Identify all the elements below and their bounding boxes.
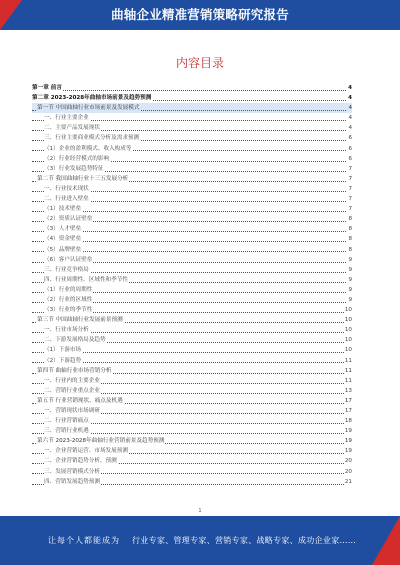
toc-entry-page: 10: [344, 347, 352, 354]
toc-entry-text: 二、行业营销痛点: [44, 418, 89, 425]
toc-entry-page: 8: [348, 226, 352, 233]
toc-entry-page: 19: [344, 428, 352, 435]
toc-entry-page: 10: [344, 327, 352, 334]
toc-entry-page: 19: [344, 438, 352, 445]
toc-entry-page: 8: [348, 236, 352, 243]
toc-entry-text: 二、主要产品发展现状: [44, 125, 100, 132]
toc-entry-text: 二、行业进入壁垒: [44, 196, 89, 203]
toc-entry-text: 一、行业技术现状: [44, 185, 89, 192]
toc-entry-text: 一、行业市场分析: [44, 327, 89, 334]
footer-slogan-right: 行业专家、管理专家、营销专家、战略专家、成功企业家……: [132, 536, 357, 545]
toc-entry-text: 第一节 中国曲轴行业市场前景及发展模式: [37, 105, 140, 112]
toc-entry[interactable]: [32, 285, 352, 295]
toc-entry-page: 9: [348, 266, 352, 273]
toc-entry[interactable]: [32, 356, 352, 366]
toc-entry-text: 三、行业主要商业模式分析及需求预测: [44, 135, 140, 142]
toc-entry-text: 四、行业周期性、区域性和季节性: [44, 276, 128, 283]
toc-entry[interactable]: [32, 224, 352, 234]
toc-entry[interactable]: [32, 335, 352, 345]
toc-entry[interactable]: [32, 275, 352, 285]
toc-entry-page: 9: [348, 276, 352, 283]
report-title: 曲轴企业精准营销策略研究报告: [111, 7, 289, 22]
toc-entry-text: （1）企业的盈利模式、收入构成等: [44, 145, 132, 152]
toc-entry-text: 一、企业营销运营、市场发展预测: [44, 448, 128, 455]
toc-entry[interactable]: [32, 113, 352, 123]
toc-entry-page: 20: [344, 458, 352, 465]
toc-title: 内容目录: [175, 56, 224, 70]
toc-entry-page: 4: [348, 95, 352, 102]
toc-entry-text: 一、行业主要企业: [44, 115, 89, 122]
toc-entry-text: （3）行业发展趋势特征: [44, 165, 104, 172]
toc-entry[interactable]: [32, 83, 352, 93]
toc-entry-text: 二、下游发展格局及趋势: [44, 337, 106, 344]
toc-entry[interactable]: [32, 416, 352, 426]
toc-entry[interactable]: [32, 295, 352, 305]
toc-entry-text: 二、企业营销趋势分析、预测: [44, 458, 117, 465]
toc-entry[interactable]: [32, 315, 352, 325]
toc-entry-text: 第二节 我国曲轴行业十三五发展分析: [37, 175, 129, 182]
toc-entry-page: 10: [344, 317, 352, 324]
toc-entry[interactable]: [32, 265, 352, 275]
toc-entry[interactable]: [32, 446, 352, 456]
toc-entry-text: （6）客户认证壁垒: [44, 256, 93, 263]
toc-entry-text: 三、行业竞争格局: [44, 266, 89, 273]
toc-entry[interactable]: [32, 214, 352, 224]
toc-entry[interactable]: [32, 345, 352, 355]
toc-entry[interactable]: [32, 174, 352, 184]
toc-entry-page: 19: [344, 448, 352, 455]
toc-entry[interactable]: [32, 376, 352, 386]
toc-entry-text: （4）资金壁垒: [44, 236, 82, 243]
toc-entry-text: 第五节 行业营销现状、痛点及机遇: [37, 397, 123, 404]
toc-entry[interactable]: [32, 103, 352, 113]
toc-entry[interactable]: [32, 406, 352, 416]
toc-entry-page: 11: [344, 377, 352, 384]
toc-entry-text: 三、发展营销模式分析: [44, 468, 100, 475]
toc-entry-page: 17: [344, 408, 352, 414]
toc-entry-text: 一、营销现状市场调研: [44, 408, 100, 414]
toc-entry-text: 第三节 中国曲轴行业发展前景预测: [37, 317, 123, 324]
toc-entry[interactable]: [32, 123, 352, 133]
toc-entry[interactable]: [32, 194, 352, 204]
toc-entry-text: （1）下游市场: [44, 347, 82, 354]
toc-entry[interactable]: [32, 386, 352, 396]
toc-entry-page: 7: [348, 196, 352, 203]
toc-entry-text: 第二章 2023-2028年曲轴市场前景及趋势预测: [32, 95, 152, 102]
toc-entry-text: 一、行业内的主要企业: [44, 377, 100, 384]
toc-entry-page: 4: [348, 85, 352, 91]
toc-entry-text: 第四节 曲轴行业市场营销分析: [37, 367, 112, 374]
toc-entry-page: 11: [344, 357, 352, 364]
toc-entry-page: 10: [344, 337, 352, 344]
toc-entry-text: 二、营销行业重点企业: [44, 387, 100, 394]
footer-bar: [0, 516, 400, 565]
toc-entry-page: 7: [348, 175, 352, 182]
toc-entry[interactable]: [32, 305, 352, 315]
toc-entry[interactable]: [32, 184, 352, 194]
table-of-contents: [32, 83, 352, 487]
toc-entry[interactable]: [32, 325, 352, 335]
toc-entry[interactable]: [32, 467, 352, 477]
toc-entry-text: （2）资质认证壁垒: [44, 216, 93, 223]
toc-entry-page: 21: [344, 478, 352, 485]
toc-entry[interactable]: [32, 426, 352, 436]
toc-entry[interactable]: [32, 204, 352, 214]
toc-entry-text: （2）行业经营模式的影响: [44, 155, 110, 162]
toc-entry[interactable]: [32, 93, 352, 103]
toc-entry-page: 13: [344, 387, 352, 394]
footer-red-accent: [372, 516, 400, 565]
toc-entry[interactable]: [32, 164, 352, 174]
toc-entry[interactable]: [32, 154, 352, 164]
toc-entry-page: 17: [344, 397, 352, 404]
toc-entry[interactable]: [32, 396, 352, 406]
toc-entry-page: 6: [348, 135, 352, 142]
toc-leader-dots: [32, 90, 346, 91]
toc-entry[interactable]: [32, 436, 352, 446]
toc-entry[interactable]: [32, 366, 352, 376]
toc-entry-text: （3）行业的季节性: [44, 307, 93, 314]
toc-entry[interactable]: [32, 133, 352, 143]
toc-entry-page: 10: [344, 307, 352, 314]
toc-entry-page: 7: [348, 165, 352, 172]
toc-entry-page: 6: [348, 155, 352, 162]
toc-entry-page: 9: [348, 286, 352, 293]
toc-entry-page: 20: [344, 468, 352, 475]
toc-entry-text: 四、营销发展趋势预测: [44, 478, 100, 485]
toc-entry-text: （1）行业的周期性: [44, 286, 93, 293]
toc-entry-text: 第六节 2023-2028年曲轴行业营销前景及趋势预测: [37, 438, 165, 445]
toc-entry-page: 8: [348, 216, 352, 223]
toc-entry-page: 8: [348, 246, 352, 253]
toc-entry-page: 7: [348, 206, 352, 213]
toc-entry-page: 4: [348, 115, 352, 122]
page-number: 1: [198, 508, 202, 514]
toc-entry-page: 6: [348, 145, 352, 152]
toc-entry-page: 11: [344, 367, 352, 374]
toc-entry[interactable]: [32, 144, 352, 154]
toc-entry[interactable]: [32, 456, 352, 466]
toc-entry-page: 18: [344, 418, 352, 425]
toc-entry-text: （2）行业的区域性: [44, 296, 93, 303]
toc-entry-text: 三、营销行业机遇: [44, 428, 89, 435]
toc-entry-text: （2）下游趋势: [44, 357, 82, 364]
toc-entry-page: 4: [348, 125, 352, 132]
footer-slogan-left: 让每个人都能成为: [48, 536, 120, 545]
toc-entry-page: 9: [348, 256, 352, 263]
header-bar: [0, 0, 400, 30]
toc-entry-page: 7: [348, 185, 352, 192]
toc-entry[interactable]: [32, 255, 352, 265]
toc-entry[interactable]: [32, 234, 352, 244]
toc-entry-page: 4: [348, 105, 352, 112]
toc-entry[interactable]: [32, 477, 352, 487]
toc-entry[interactable]: [32, 245, 352, 255]
toc-entry-text: （3）人才壁垒: [44, 226, 82, 233]
toc-entry-text: （1）技术壁垒: [44, 206, 82, 213]
toc-entry-text: （5）品牌壁垒: [44, 246, 82, 253]
toc-entry-page: 9: [348, 296, 352, 303]
toc-entry-text: 第一章 前言: [32, 85, 62, 91]
